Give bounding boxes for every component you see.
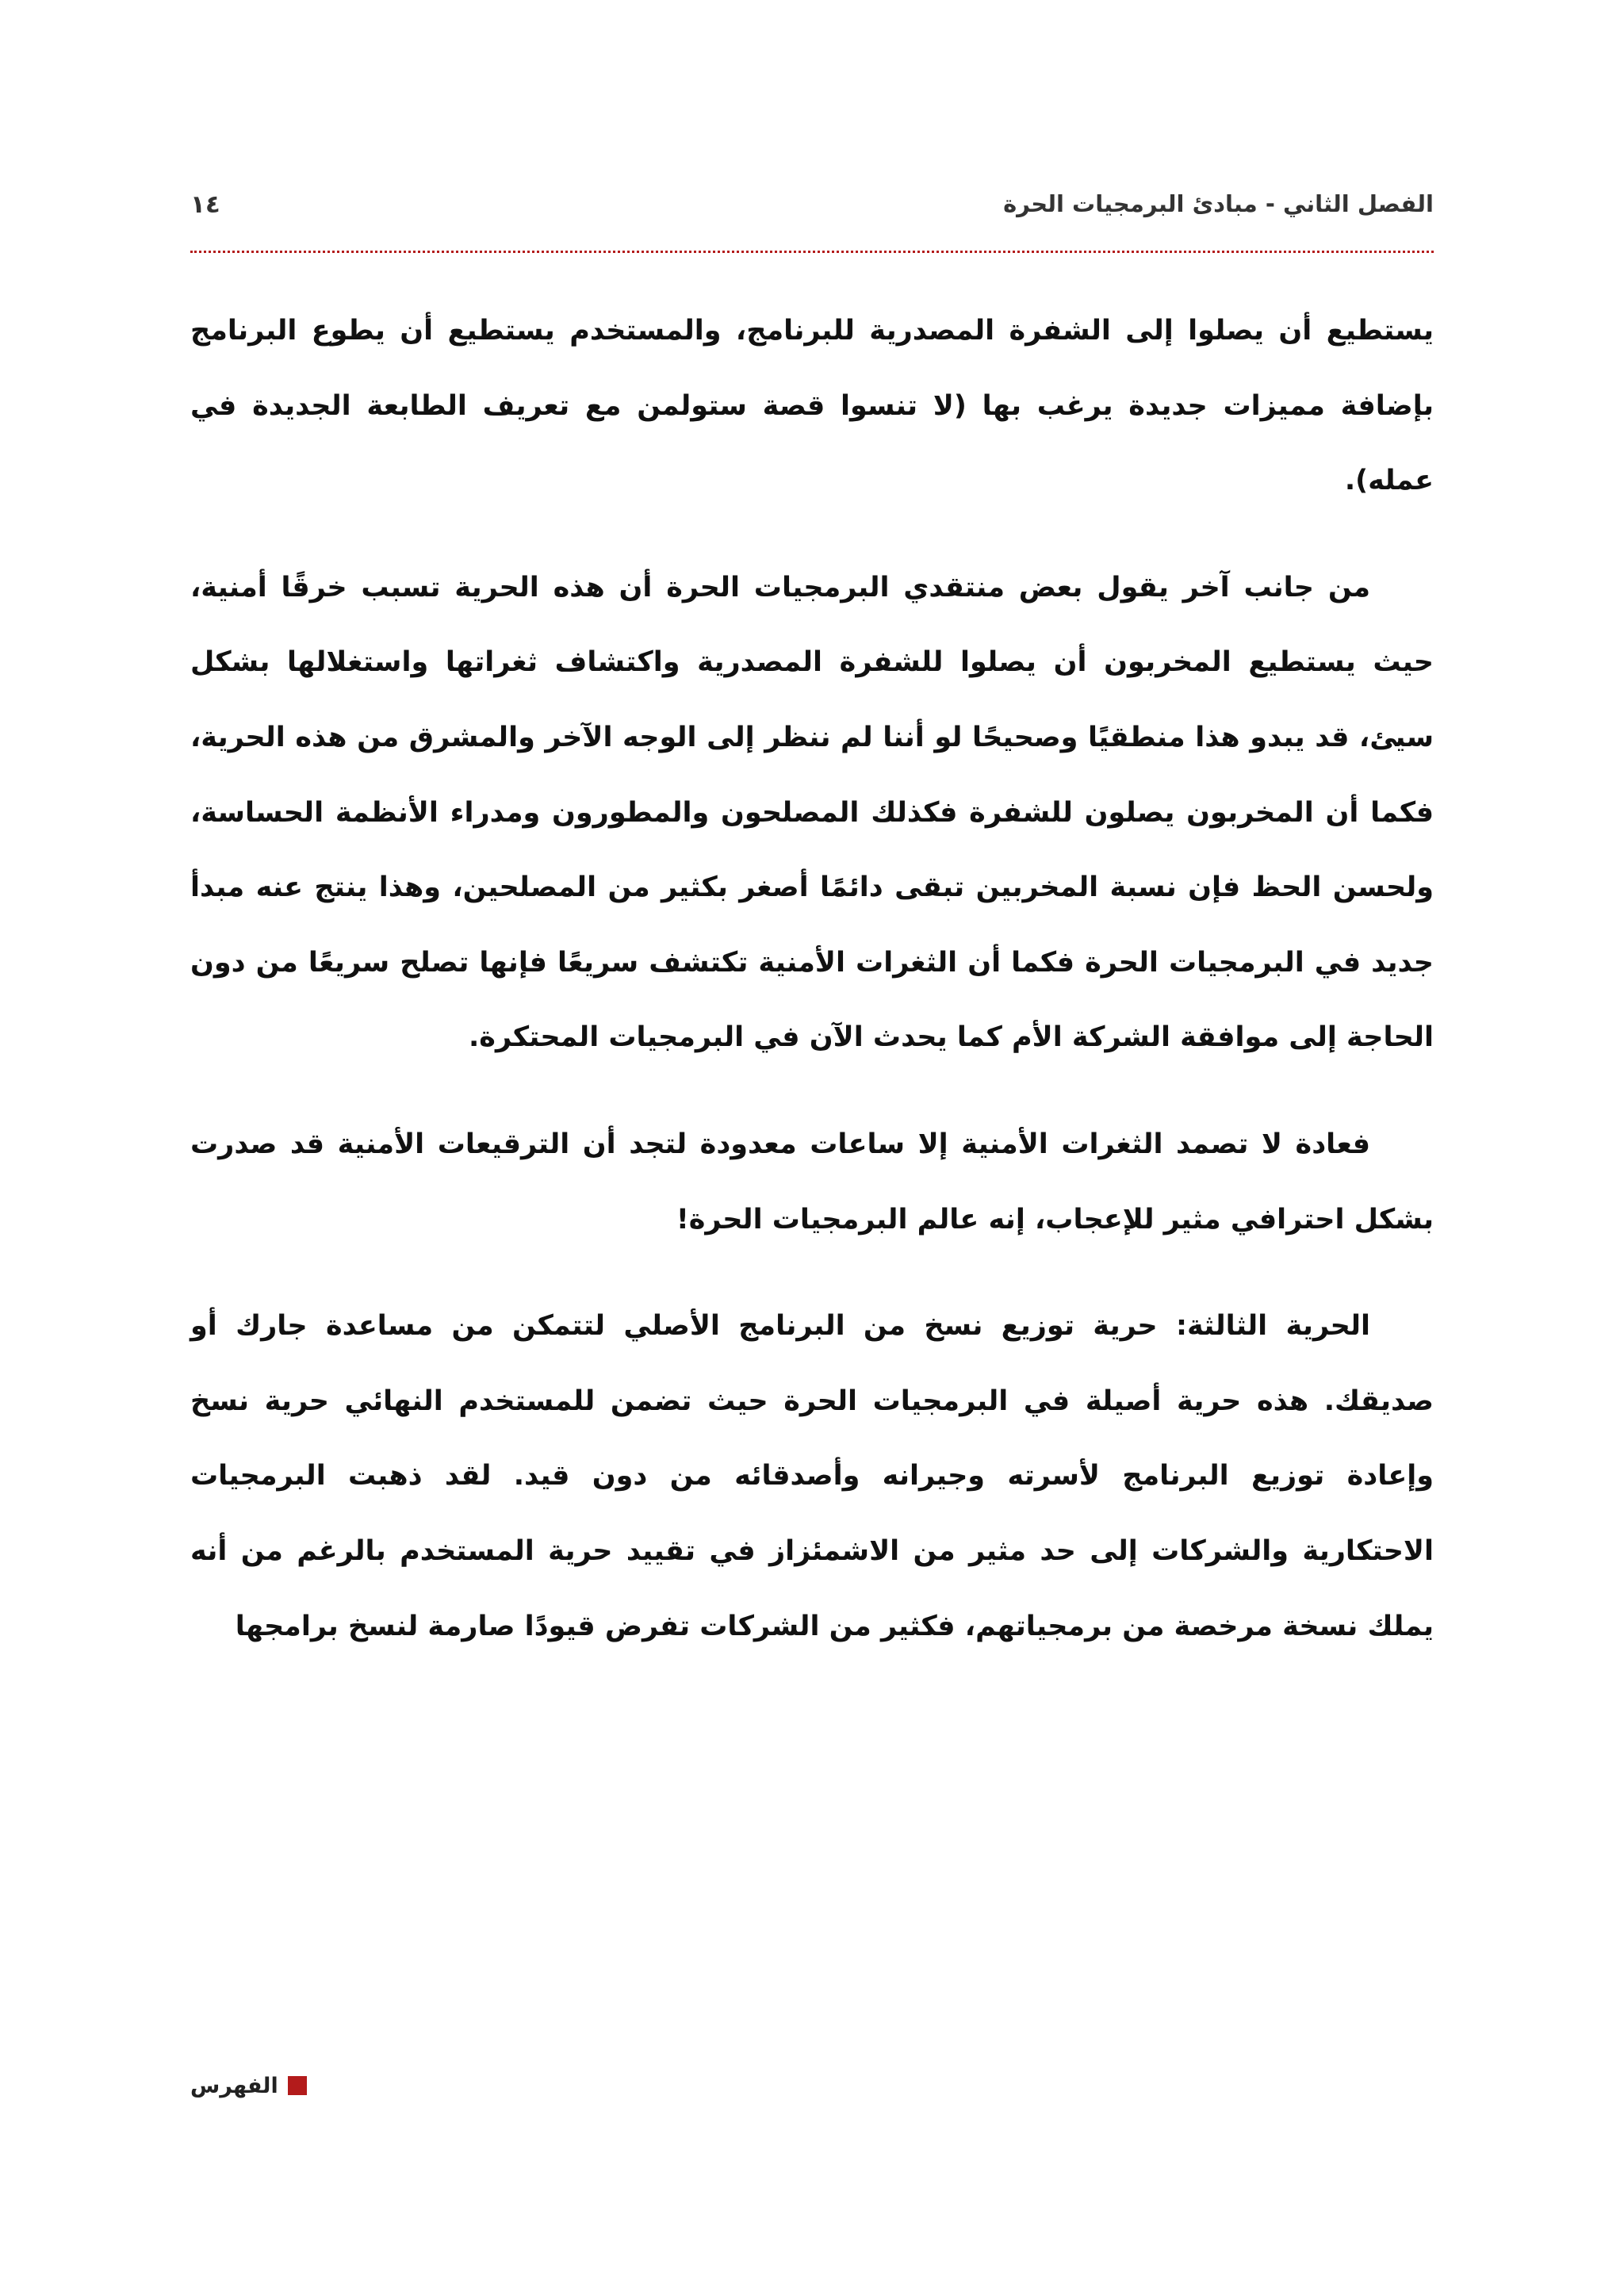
- paragraph-4-text: حرية توزيع نسخ من البرنامج الأصلي لتتمكن من مساعدة جارك أو صديقك. هذه حرية أصيلة في البرمجيات الحرة حيث تضمن للمستخدم النهائي حرية نسخ وإعادة توزيع البرنامج لأسرته وجيرانه وأصدقائه من دون قيد. لقد ذهبت البرمجيات الاحتكارية والشركات إلى حد مثير من الاشمئزاز في تقييد حرية المستخدم بالرغم من أنه يملك نسخة مرخصة من برمجياتهم، فكثير من الشركات تفرض قيودًا صارمة لنسخ برامجها: [190, 1310, 1434, 1642]
- index-link[interactable]: [190, 2070, 307, 2101]
- page-number: ١٤: [190, 190, 220, 219]
- square-icon: [288, 2076, 307, 2095]
- body-text: [190, 293, 1434, 1695]
- paragraph-1: يستطيع أن يصلوا إلى الشفرة المصدرية للبرنامج، والمستخدم يستطيع أن يطوع البرنامج بإضافة مميزات جديدة يرغب بها (لا تنسوا قصة ستولمن مع تعريف الطابعة الجديدة في عمله).: [190, 315, 1434, 497]
- header-divider: [190, 251, 1434, 253]
- paragraph-3: فعادة لا تصمد الثغرات الأمنية إلا ساعات معدودة لتجد أن الترقيعات الأمنية قد صدرت بشكل احترافي مثير للإعجاب، إنه عالم البرمجيات الحرة!: [190, 1128, 1434, 1236]
- paragraph-4: [190, 1289, 1434, 1664]
- paragraph-2: من جانب آخر يقول بعض منتقدي البرمجيات الحرة أن هذه الحرية تسبب خرقًا أمنية، حيث يستطيع المخربون أن يصلوا للشفرة المصدرية واكتشاف ثغراتها واستغلالها بشكل سيئ، قد يبدو هذا منطقيًا وصحيحًا لو أننا لم ننظر إلى الوجه الآخر والمشرق من هذه الحرية، فكما أن المخربون يصلون للشفرة فكذلك المصلحون والمطورون ومدراء الأنظمة الحساسة، ولحسن الحظ فإن نسبة المخربين تبقى دائمًا أصغر بكثير من المصلحين، وهذا ينتج عنه مبدأ جديد في البرمجيات الحرة فكما أن الثغرات الأمنية تكتشف سريعًا فإنها تصلح سريعًا من دون الحاجة إلى موافقة الشركة الأم كما يحدث الآن في البرمجيات المحتكرة.: [190, 571, 1434, 1054]
- chapter-title: الفصل الثاني - مبادئ البرمجيات الحرة: [1003, 190, 1434, 217]
- third-freedom-heading: الحرية الثالثة:: [1175, 1310, 1370, 1343]
- index-link-label: الفهرس: [190, 2073, 278, 2098]
- page-header: [190, 179, 1434, 236]
